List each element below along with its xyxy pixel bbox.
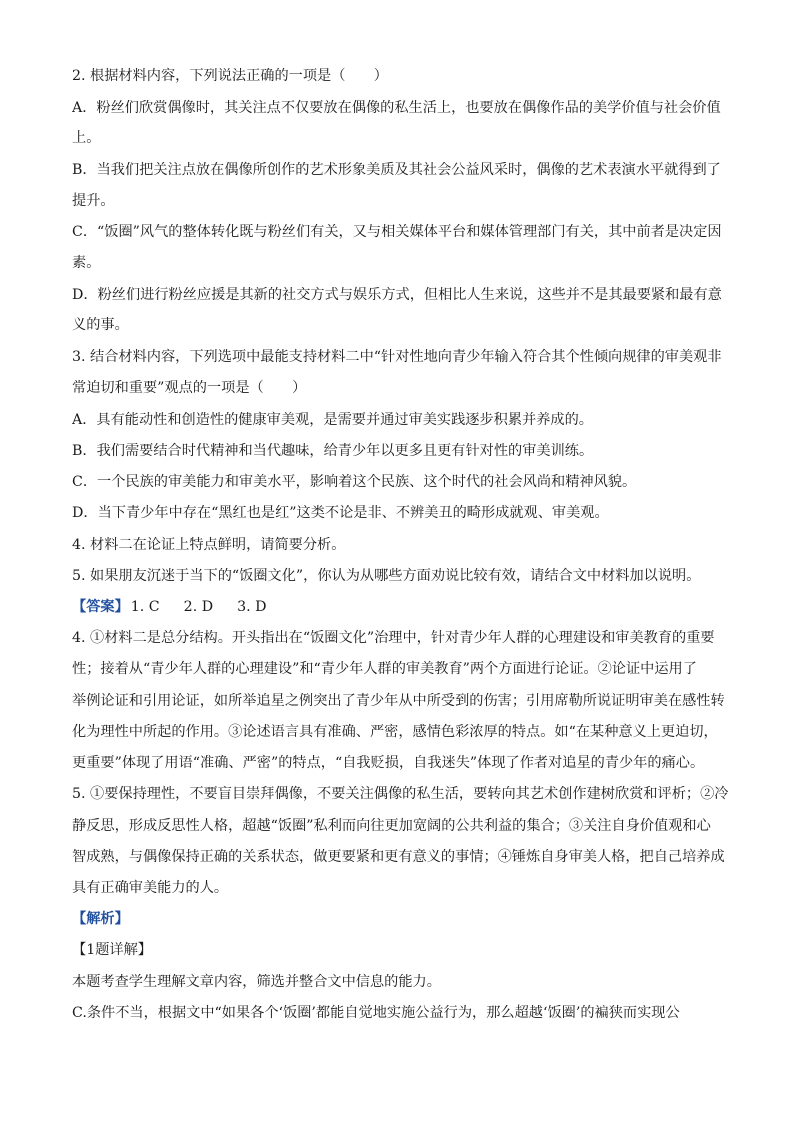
q2-option-b: B．当我们把关注点放在偶像所创作的艺术形象美质及其社会公益风采时，偶像的艺术表演水平就得到了 [72,162,721,178]
answer-3: 3. D [237,599,267,615]
answer-5-line: 具有正确审美能力的人。 [72,880,229,896]
q2-option-a: A．粉丝们欣赏偶像时，其关注点不仅要放在偶像的私生活上，也要放在偶像作品的美学价值与社会价值 [72,100,721,116]
detail-heading: 【1题详解】 [72,942,152,958]
q2-option-c-cont: 素。 [72,255,101,271]
detail-intro: 本题考查学生理解文章内容，筛选并整合文中信息的能力。 [72,974,441,990]
q2-option-b-cont: 提升。 [72,193,115,209]
answer-4-line: 更重要”体现了用语“准确、严密”的特点，“自我贬损，自我迷失”体现了作者对追星的青少年的痛心。 [72,755,705,771]
answer-4-line: 性；接着从“青少年人群的心理建设”和“青少年人群的审美教育”两个方面进行论证。②论证中运用了 [72,661,697,677]
q2-stem: 2. 根据材料内容，下列说法正确的一项是（ ） [72,68,388,84]
q3-stem: 3. 结合材料内容，下列选项中最能支持材料二中“针对性地向青少年输入符合其个性倾向规律的审美观非 [72,349,722,365]
answer-2: 2. D [183,599,214,615]
q4-stem: 4. 材料二在论证上特点鲜明，请简要分析。 [72,537,346,553]
answer-4-line: 4. ①材料二是总分结构。开头指出在“饭圈文化”治理中，针对青少年人群的心理建设和审美教育的重要 [72,630,715,646]
answer-tag: 【答案】 [72,599,129,615]
analysis-tag: 【解析】 [72,911,129,927]
answer-5-line: 智成熟，与偶像保持正确的关系状态，做更要紧和更有意义的事情；④锤炼自身审美人格，把自己培养成 [72,849,725,865]
answer-5-line: 5. ①要保持理性，不要盲目崇拜偶像，不要关注偶像的私生活，要转向其艺术创作建树欣赏和评析；②冷 [72,786,729,802]
q2-option-d: D．粉丝们进行粉丝应援是其新的社交方式与娱乐方式，但相比人生来说，这些并不是其最要紧和最有意 [72,287,722,303]
q2-option-d-cont: 义的事。 [72,317,129,333]
q2-option-c: C．“饭圈”风气的整体转化既与粉丝们有关，又与相关媒体平台和媒体管理部门有关，其中前者是决定因 [72,224,722,240]
answer-1: 1. C [130,599,160,615]
answer-4-line: 举例论证和引用论证，如所举追星之例突出了青少年从中所受到的伤害；引用席勒所说证明审美在感性转 [72,693,725,709]
q5-stem: 5. 如果朋友沉迷于当下的“饭圈文化”，你认为从哪些方面劝说比较有效，请结合文中材料加以说明。 [72,568,701,584]
q3-option-c: C．一个民族的审美能力和审美水平，影响着这个民族、这个时代的社会风尚和精神风貌。 [72,474,637,490]
q2-option-a-cont: 上。 [72,130,101,146]
q3-option-a: A．具有能动性和创造性的健康审美观，是需要并通过审美实践逐步积累并养成的。 [72,412,593,428]
answer-5-line: 静反思，形成反思性人格，超越“饭圈”私利而向往更加宽阔的公共利益的集合；③关注自身价值观和心 [72,818,711,834]
answer-row [72,597,732,617]
q3-option-d: D．当下青少年中存在“黑红也是红”这类不论是非、不辨美丑的畸形成就观、审美观。 [72,505,609,521]
q3-option-b: B．我们需要结合时代精神和当代趣味，给青少年以更多且更有针对性的审美训练。 [72,443,594,459]
q3-stem-cont: 常迫切和重要”观点的一项是（ ） [72,380,307,396]
detail-option-c: C.条件不当，根据文中“如果各个‘饭圈’都能自觉地实施公益行为，那么超越‘饭圈’的褊狭而实现公 [72,1005,680,1021]
answer-4-line: 化为理性中所起的作用。③论述语言具有准确、严密，感情色彩浓厚的特点。如“在某种意义上更迫切， [72,724,718,740]
